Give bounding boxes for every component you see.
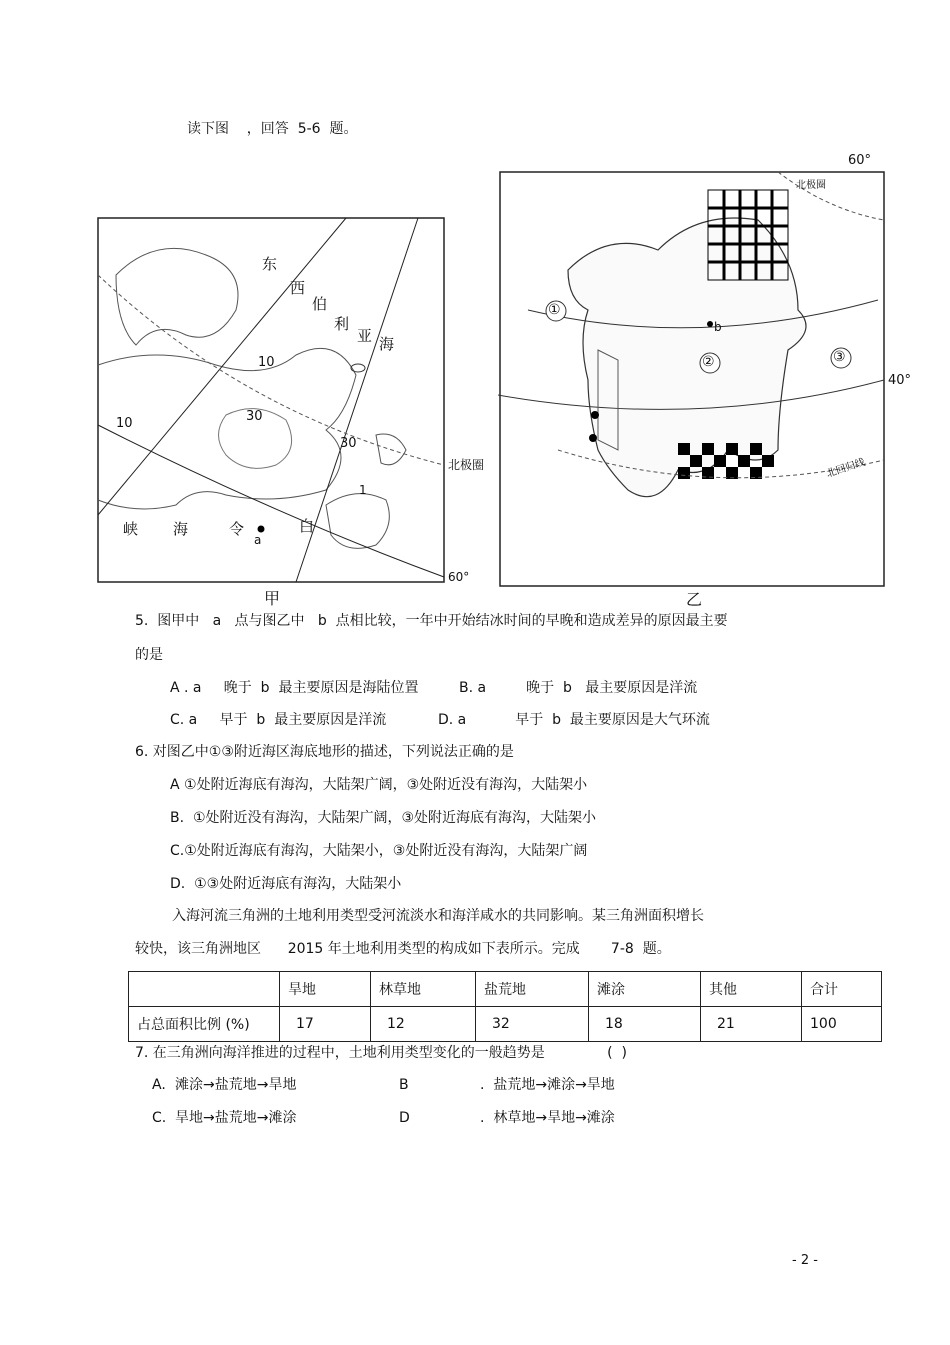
table-header-cell: 其他 xyxy=(701,972,802,1007)
latitude-right-yi: 40° xyxy=(888,373,912,388)
q7-option-a: 滩涂→盐荒地→旱地 xyxy=(175,1077,297,1093)
caption-yi: 乙 xyxy=(686,590,703,609)
point-b-label: b xyxy=(714,320,722,334)
q6-option-d: D. ①③处附近海底有海沟，大陆架小 xyxy=(170,876,402,892)
q5-option-d: D. a 早于 b 最主要原因是大气环流 xyxy=(438,712,710,728)
table-cell: 18 xyxy=(589,1007,701,1042)
map-yi xyxy=(498,150,918,615)
q7-option-c: 旱地→盐荒地→滩涂 xyxy=(175,1110,297,1126)
intro-5-6: 读下图 ，回答 5-6 题。 xyxy=(187,121,358,137)
table-header-cell: 林草地 xyxy=(371,972,476,1007)
contour-label-4: 30 xyxy=(340,436,357,451)
tropic-label: 北回归线 xyxy=(825,457,867,480)
sea-char-4: 利 xyxy=(334,315,350,333)
table-row xyxy=(129,1007,882,1042)
q6-option-c: C.①处附近海底有海沟，大陆架小，③处附近没有海沟，大陆架广阔 xyxy=(170,843,588,859)
q7-option-d-letter: D xyxy=(399,1110,410,1126)
table-row-label: 占总面积比例 (%) xyxy=(129,1007,280,1042)
table-cell: 17 xyxy=(280,1007,371,1042)
q5-stem-cont: 的是 xyxy=(135,647,163,663)
table-cell: 21 xyxy=(701,1007,802,1042)
table-cell: 32 xyxy=(476,1007,589,1042)
marker-2: ② xyxy=(702,354,715,370)
sea-char-6: 海 xyxy=(379,335,395,353)
q6-option-b: B. ①处附近没有海沟，大陆架广阔，③处附近海底有海沟，大陆架小 xyxy=(170,810,597,826)
point-b xyxy=(707,321,713,327)
q5-option-b: B. a 晚于 b 最主要原因是洋流 xyxy=(459,680,698,696)
strait-char-4: 白 xyxy=(299,517,315,535)
q5-stem: 5. 图甲中 a 点与图乙中 b 点相比较，一年中开始结冰时间的早晚和造成差异的原因最主要 xyxy=(135,613,728,629)
contour-label-2: 30 xyxy=(246,409,263,424)
q7-option-c-letter: C. xyxy=(152,1110,167,1126)
q6-stem: 6. 对图乙中①③附近海区海底地形的描述，下列说法正确的是 xyxy=(135,744,514,760)
table-header-cell: 盐荒地 xyxy=(476,972,589,1007)
arctic-circle-label-yi: 北极圈 xyxy=(796,180,826,191)
q5-option-c: C. a 早于 b 最主要原因是洋流 xyxy=(170,712,387,728)
sea-char-5: 亚 xyxy=(357,327,373,345)
contour-label-3: 10 xyxy=(116,416,133,431)
strait-char-3: 令 xyxy=(229,520,245,538)
table-cell: 12 xyxy=(371,1007,476,1042)
q7-stem: 7. 在三角洲向海洋推进的过程中，土地利用类型变化的一般趋势是 ( ) xyxy=(135,1045,627,1061)
marker-1: ① xyxy=(548,302,561,318)
q5-option-a: A . a 晚于 b 最主要原因是海陆位置 xyxy=(170,680,419,696)
intro-7-8-line2: 较快，该三角洲地区 2015 年土地利用类型的构成如下表所示。完成 7-8 题。 xyxy=(135,941,671,957)
q7-option-b: . 盐荒地→滩涂→旱地 xyxy=(480,1077,615,1093)
strait-char-1: 峡 xyxy=(123,520,139,538)
sea-char-2: 西 xyxy=(290,279,306,297)
table-header-row xyxy=(129,972,882,1007)
latitude-label-jia: 60° xyxy=(448,570,470,584)
strait-char-2: 海 xyxy=(173,520,189,538)
table-header-cell: 滩涂 xyxy=(589,972,701,1007)
table-header-cell xyxy=(129,972,280,1007)
q7-option-d: . 林草地→旱地→滩涂 xyxy=(480,1110,615,1126)
contour-label-5: 1 xyxy=(359,483,367,497)
q6-option-a: A ①处附近海底有海沟，大陆架广阔，③处附近没有海沟，大陆架小 xyxy=(170,777,588,793)
sea-char-3: 伯 xyxy=(312,295,328,313)
q7-option-a-letter: A. xyxy=(152,1077,166,1093)
map-jia xyxy=(96,215,485,615)
contour-label-1: 10 xyxy=(258,355,275,370)
sea-char-1: 东 xyxy=(262,255,278,273)
table-cell: 100 xyxy=(802,1007,882,1042)
intro-7-8-line1: 入海河流三角洲的土地利用类型受河流淡水和海洋咸水的共同影响。某三角洲面积增长 xyxy=(172,908,704,924)
land-use-table xyxy=(128,971,882,1042)
latitude-top-yi: 60° xyxy=(848,153,872,168)
marker-3: ③ xyxy=(833,349,846,365)
arctic-circle-label-jia: 北极圈 xyxy=(448,458,485,472)
point-a xyxy=(258,526,265,533)
point-a-label: a xyxy=(254,533,262,547)
table-header-cell: 合计 xyxy=(802,972,882,1007)
table-header-cell: 旱地 xyxy=(280,972,371,1007)
page-number: - 2 - xyxy=(792,1253,818,1268)
q7-option-b-letter: B xyxy=(399,1077,409,1093)
caption-jia: 甲 xyxy=(264,589,281,608)
